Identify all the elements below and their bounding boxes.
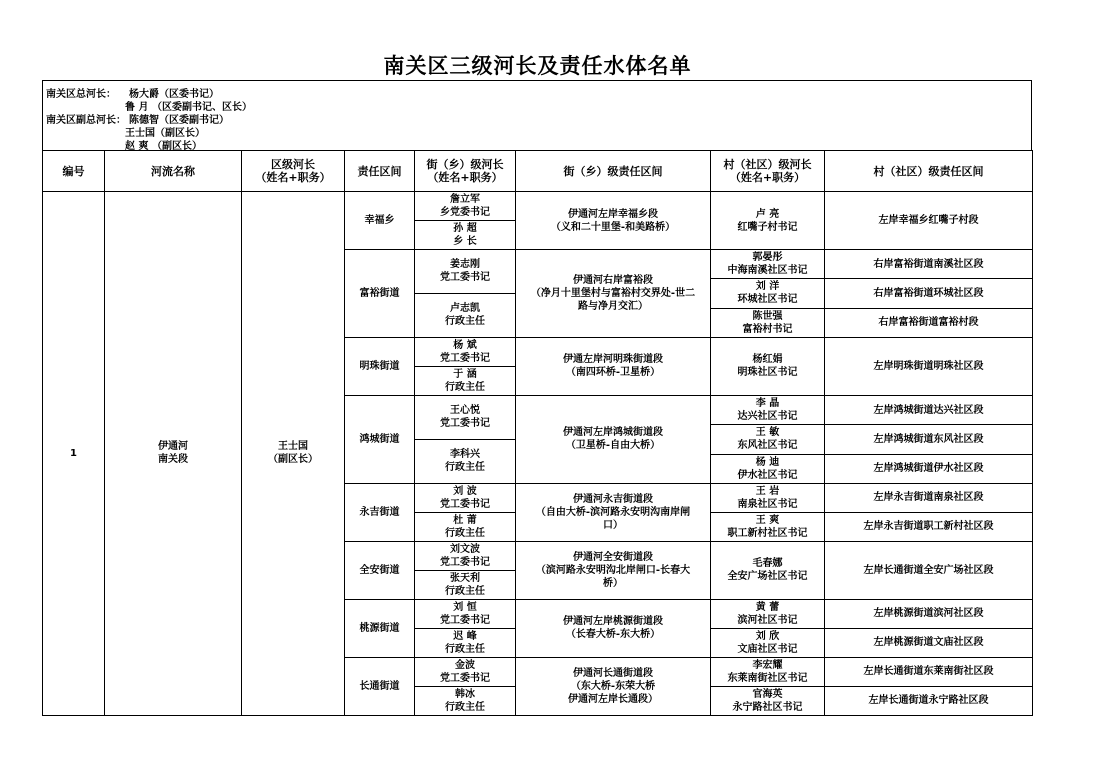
page-title: 南关区三级河长及责任水体名单 <box>383 53 692 78</box>
village-range-cell: 左岸长通街道永宁路社区段 <box>825 686 1033 715</box>
village-chief-cell: 王 爽 职工新村社区书记 <box>711 512 825 541</box>
header-street-range: 街（乡）级责任区间 <box>516 151 711 192</box>
street-range-cell: 伊通河左岸桃源街道段 （长春大桥-东大桥） <box>516 599 711 657</box>
village-range-cell: 左岸永吉街道职工新村社区段 <box>825 512 1033 541</box>
leader-role: 南关区总河长： <box>46 89 116 100</box>
village-range-cell: 左岸长通街道东莱南街社区段 <box>825 657 1033 686</box>
table-header-row <box>43 151 1033 192</box>
district-range-cell: 桃源街道 <box>345 599 415 657</box>
leader-person: 鲁 月 （区委副书记、区长） <box>125 102 252 113</box>
village-chief-cell: 刘 洋 环城社区书记 <box>711 279 825 308</box>
village-range-cell: 左岸幸福乡红嘴子村段 <box>825 192 1033 250</box>
village-chief-cell: 李宏耀 东莱南街社区书记 <box>711 657 825 686</box>
village-chief-cell: 官海英 永宁路社区书记 <box>711 686 825 715</box>
village-chief-cell: 王 敏 东风社区书记 <box>711 425 825 454</box>
village-chief-cell: 郭晏彤 中海南溪社区书记 <box>711 250 825 279</box>
table-body <box>43 192 1033 716</box>
street-range-cell: 伊通河全安街道段 （滨河路永安明沟北岸闸口-长春大 桥） <box>516 541 711 599</box>
village-range-cell: 左岸鸿城街道达兴社区段 <box>825 395 1033 424</box>
village-range-cell: 左岸桃源街道滨河社区段 <box>825 599 1033 628</box>
village-range-cell: 右岸富裕街道南溪社区段 <box>825 250 1033 279</box>
village-chief-cell: 黄 蕾 滨河社区书记 <box>711 599 825 628</box>
leaders-block <box>42 80 1032 150</box>
street-chief-cell: 金波 党工委书记 <box>415 657 516 686</box>
row-district-chief: 王士国 （副区长） <box>242 192 345 716</box>
street-chief-cell: 詹立军 乡党委书记 <box>415 192 516 221</box>
header-street-chief: 街（乡）级河长 （姓名+职务） <box>415 151 516 192</box>
village-range-cell: 左岸鸿城街道东风社区段 <box>825 425 1033 454</box>
row-river: 伊通河 南关段 <box>105 192 242 716</box>
street-chief-cell: 王心悦 党工委书记 <box>415 395 516 439</box>
street-chief-cell: 李科兴 行政主任 <box>415 439 516 483</box>
village-range-cell: 左岸鸿城街道伊水社区段 <box>825 454 1033 483</box>
street-range-cell: 伊通河左岸幸福乡段 （义和二十里堡-和美路桥） <box>516 192 711 250</box>
village-chief-cell: 杨 迪 伊水社区书记 <box>711 454 825 483</box>
street-chief-cell: 姜志刚 党工委书记 <box>415 250 516 294</box>
street-chief-cell: 韩冰 行政主任 <box>415 686 516 715</box>
village-range-cell: 左岸桃源街道文庙社区段 <box>825 628 1033 657</box>
district-range-cell: 富裕街道 <box>345 250 415 338</box>
street-chief-cell: 于 涵 行政主任 <box>415 366 516 395</box>
street-chief-cell: 刘文波 党工委书记 <box>415 541 516 570</box>
street-range-cell: 伊通河长通街道段 （东大桥-东荣大桥 伊通河左岸长通段） <box>516 657 711 715</box>
village-chief-cell: 毛春娜 全安广场社区书记 <box>711 541 825 599</box>
header-district-chief: 区级河长 （姓名+职务） <box>242 151 345 192</box>
district-range-cell: 永吉街道 <box>345 483 415 541</box>
district-range-cell: 明珠街道 <box>345 337 415 395</box>
village-range-cell: 左岸明珠街道明珠社区段 <box>825 337 1033 395</box>
street-chief-cell: 张天利 行政主任 <box>415 570 516 599</box>
village-range-cell: 左岸永吉街道南泉社区段 <box>825 483 1033 512</box>
table-row <box>43 192 1033 221</box>
village-chief-cell: 杨红娟 明珠社区书记 <box>711 337 825 395</box>
street-range-cell: 伊通左岸河明珠街道段 （南四环桥-卫星桥） <box>516 337 711 395</box>
river-chief-table <box>42 150 1033 716</box>
street-chief-cell: 刘 波 党工委书记 <box>415 483 516 512</box>
district-range-cell: 全安街道 <box>345 541 415 599</box>
header-village-range: 村（社区）级责任区间 <box>825 151 1033 192</box>
header-no: 编号 <box>43 151 105 192</box>
street-chief-cell: 孙 超 乡 长 <box>415 221 516 250</box>
street-range-cell: 伊通河左岸鸿城街道段 （卫星桥-自由大桥） <box>516 395 711 483</box>
district-range-cell: 长通街道 <box>345 657 415 715</box>
village-range-cell: 右岸富裕街道富裕村段 <box>825 308 1033 337</box>
street-chief-cell: 卢志凯 行政主任 <box>415 293 516 337</box>
leader-person: 王士国（副区长） <box>125 128 205 139</box>
street-chief-cell: 刘 恒 党工委书记 <box>415 599 516 628</box>
village-chief-cell: 王 岩 南泉社区书记 <box>711 483 825 512</box>
village-chief-cell: 李 晶 达兴社区书记 <box>711 395 825 424</box>
village-range-cell: 左岸长通街道全安广场社区段 <box>825 541 1033 599</box>
district-range-cell: 鸿城街道 <box>345 395 415 483</box>
village-range-cell: 右岸富裕街道环城社区段 <box>825 279 1033 308</box>
leader-person: 赵 爽 （副区长） <box>125 141 202 152</box>
street-chief-cell: 迟 峰 行政主任 <box>415 628 516 657</box>
street-chief-cell: 杜 莆 行政主任 <box>415 512 516 541</box>
village-chief-cell: 陈世强 富裕村书记 <box>711 308 825 337</box>
header-district-range: 责任区间 <box>345 151 415 192</box>
street-chief-cell: 杨 斌 党工委书记 <box>415 337 516 366</box>
row-no: 1 <box>43 192 105 716</box>
street-range-cell: 伊通河永吉街道段 （自由大桥-滨河路永安明沟南岸闸 口） <box>516 483 711 541</box>
leader-role: 南关区副总河长： <box>46 115 126 126</box>
leader-person: 杨大爵（区委书记） <box>129 89 219 100</box>
village-chief-cell: 刘 欣 文庙社区书记 <box>711 628 825 657</box>
leader-person: 陈德智（区委副书记） <box>129 115 229 126</box>
street-range-cell: 伊通河右岸富裕段 （净月十里堡村与富裕村交界处-世二 路与净月交汇） <box>516 250 711 338</box>
header-river: 河流名称 <box>105 151 242 192</box>
village-chief-cell: 卢 亮 红嘴子村书记 <box>711 192 825 250</box>
district-range-cell: 幸福乡 <box>345 192 415 250</box>
header-village-chief: 村（社区）级河长 （姓名+职务） <box>711 151 825 192</box>
